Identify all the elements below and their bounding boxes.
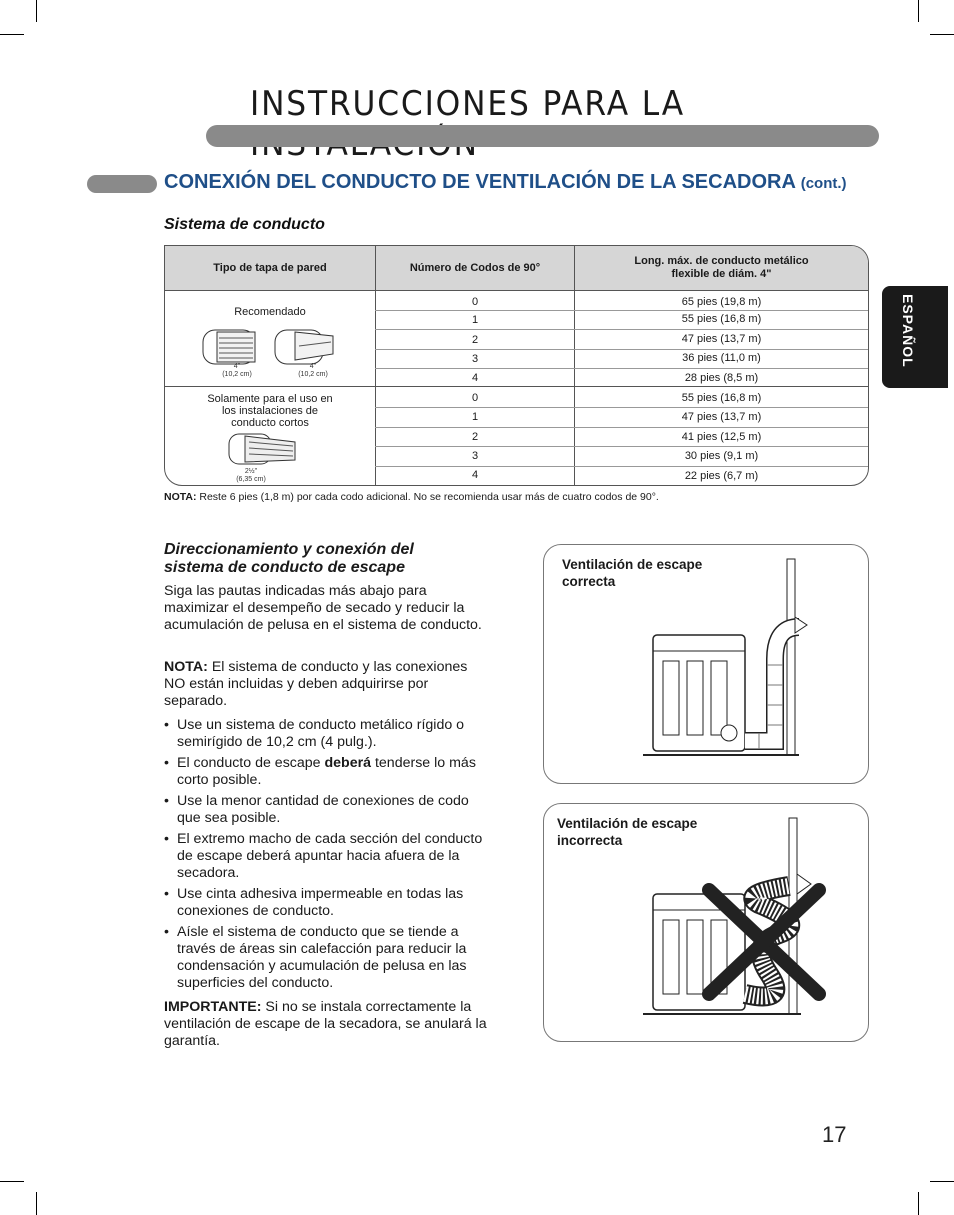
table-note-label: NOTA: [164, 491, 197, 503]
group-recommended-label: Recomendado [234, 306, 306, 318]
elbows-cell: 4 [471, 372, 479, 384]
routing-important [164, 999, 489, 1050]
length-cell: 22 pies (6,7 m) [684, 470, 759, 482]
cap1-dim [217, 363, 257, 379]
cap1-dim-cm: (10,2 cm) [222, 371, 252, 378]
elbows-cell: 2 [471, 334, 479, 346]
cap3-dim-cm: (6,35 cm) [236, 476, 266, 483]
incorrect-vent-panel [543, 803, 869, 1042]
row-divider [375, 349, 868, 350]
length-cell: 47 pies (13,7 m) [681, 333, 762, 345]
length-cell: 47 pies (13,7 m) [681, 411, 762, 423]
routing-subtitle [164, 541, 414, 577]
group-short-line: Solamente para el uso en [207, 393, 333, 405]
cap1-dim-in: 4" [233, 363, 241, 370]
length-cell: 41 pies (12,5 m) [681, 431, 762, 443]
cap2-dim [293, 363, 333, 379]
elbows-cell: 3 [471, 353, 479, 365]
cap3-dim [231, 468, 271, 484]
correct-vent-title-line1: Ventilación de escape [562, 557, 703, 572]
crop-mark [0, 1181, 24, 1182]
duct-table [164, 245, 869, 486]
section-heading [164, 171, 847, 194]
routing-important-label: IMPORTANTE: [164, 999, 262, 1015]
list-item: • Aísle el sistema de conducto que se tiende a través de áreas sin calefacción para reducir la condensación y acumulación de pelusa en las superficies del conducto. [164, 924, 467, 991]
list-item: • Use cinta adhesiva impermeable en todas las conexiones de conducto. [164, 886, 464, 919]
crop-mark [36, 0, 37, 22]
crop-mark [930, 34, 954, 35]
routing-important-text: Si no se instala correctamente la ventilación de escape de la secadora, se anulará la garantía. [164, 999, 487, 1049]
cap2-dim-in: 4" [309, 363, 317, 370]
length-cell: 36 pies (11,0 m) [682, 352, 761, 364]
list-item: • Use la menor cantidad de conexiones de codo que sea posible. [164, 793, 469, 826]
table-note-text: Reste 6 pies (1,8 m) por cada codo adicional. No se recomienda usar más de cuatro codos de 90°. [196, 491, 659, 503]
list-item-text: El conducto de escape [177, 755, 325, 771]
elbows-cell: 1 [471, 411, 479, 423]
elbows-cell: 0 [471, 392, 479, 404]
cap3-dim-in: 2½" [244, 468, 258, 475]
header-length [575, 246, 868, 290]
incorrect-vent-illustration [639, 814, 859, 1024]
incorrect-vent-title-line1: Ventilación de escape [557, 816, 698, 831]
short-wall-cap-icon [225, 430, 325, 472]
cap2-dim-cm: (10,2 cm) [298, 371, 328, 378]
page-number: 17 [822, 1122, 847, 1147]
routing-subtitle-line1: Direccionamiento y conexión del [164, 541, 414, 558]
crop-mark [918, 1192, 919, 1215]
row-divider [375, 407, 868, 408]
length-cell: 65 pies (19,8 m) [681, 296, 762, 308]
section-pill [87, 175, 157, 193]
routing-bullets [164, 717, 494, 996]
title-bar [206, 125, 879, 147]
duct-system-subtitle: Sistema de conducto [164, 216, 325, 233]
row-divider [375, 368, 868, 369]
routing-note [164, 659, 489, 710]
elbows-cell: 1 [471, 314, 479, 326]
routing-note-label: NOTA: [164, 659, 208, 675]
section-heading-cont: (cont.) [800, 175, 847, 192]
list-item-bold: deberá [324, 755, 372, 771]
row-divider [375, 329, 868, 330]
group-short-line: los instalaciones de [221, 405, 318, 417]
row-divider [375, 446, 868, 447]
length-cell: 28 pies (8,5 m) [684, 372, 759, 384]
elbows-cell: 4 [471, 469, 479, 481]
header-elbows: Número de Codos de 90° [409, 261, 541, 274]
group-short-label [165, 393, 375, 429]
header-length-line1: Long. máx. de conducto metálico [634, 255, 809, 267]
routing-subtitle-line2: sistema de conducto de escape [164, 559, 405, 576]
elbows-cell: 2 [471, 431, 479, 443]
correct-vent-title-line2: correcta [562, 574, 616, 589]
section-heading-text: CONEXIÓN DEL CONDUCTO DE VENTILACIÓN DE LA SECADORA [164, 171, 796, 193]
elbows-cell: 0 [471, 296, 479, 308]
row-divider [375, 427, 868, 428]
row-divider [375, 466, 868, 467]
group-divider [165, 386, 868, 387]
crop-mark [918, 0, 919, 22]
routing-intro-text: Siga las pautas indicadas más abajo para maximizar el desempeño de secado y reducir la acumulación de pelusa en el sistema de conducto. [164, 583, 482, 633]
list-item-text: Use un sistema de conducto metálico rígido o semirígido de 10,2 cm (4 pulg.). [177, 717, 465, 750]
list-item-text: Use la menor cantidad de conexiones de codo que sea posible. [177, 793, 469, 826]
list-item-text: Use cinta adhesiva impermeable en todas las conexiones de conducto. [177, 886, 464, 919]
correct-vent-illustration [639, 555, 859, 765]
crop-mark [0, 34, 24, 35]
crop-mark [930, 1181, 954, 1182]
routing-intro [164, 583, 489, 634]
list-item: • El extremo macho de cada sección del conducto de escape deberá apuntar hacia afuera de la secadora. [164, 831, 483, 881]
length-cell: 30 pies (9,1 m) [684, 450, 759, 462]
list-item-text: El extremo macho de cada sección del conducto de escape deberá apuntar hacia afuera de la secadora. [177, 831, 483, 881]
header-length-line2: flexible de diám. 4" [671, 268, 772, 280]
crop-mark [36, 1192, 37, 1215]
elbows-cell: 3 [471, 450, 479, 462]
list-item: • El conducto de escape deberá tenderse lo más corto posible. [164, 755, 476, 788]
language-tab [882, 286, 948, 388]
language-tab-label: ESPAÑOL [900, 294, 916, 368]
correct-vent-panel [543, 544, 869, 784]
page-title: INSTRUCCIONES PARA LA [250, 84, 685, 124]
list-item: • Use un sistema de conducto metálico rígido o semirígido de 10,2 cm (4 pulg.). [164, 717, 465, 750]
length-cell: 55 pies (16,8 m) [681, 392, 762, 404]
list-item-text: Aísle el sistema de conducto que se tiende a través de áreas sin calefacción para reducir la condensación y acumulación de pelusa en las superficies del conducto. [177, 924, 467, 991]
length-cell: 55 pies (16,8 m) [681, 313, 762, 325]
row-divider [375, 310, 868, 311]
incorrect-vent-title-line2: incorrecta [557, 833, 623, 848]
group-short-line: conducto cortos [231, 417, 309, 429]
routing-note-text: El sistema de conducto y las conexiones NO están incluidas y deben adquirirse por separado. [164, 659, 468, 709]
header-wall-cap: Tipo de tapa de pared [213, 261, 327, 274]
list-item-text: tenderse lo más corto posible. [177, 755, 476, 788]
table-note [164, 491, 659, 503]
